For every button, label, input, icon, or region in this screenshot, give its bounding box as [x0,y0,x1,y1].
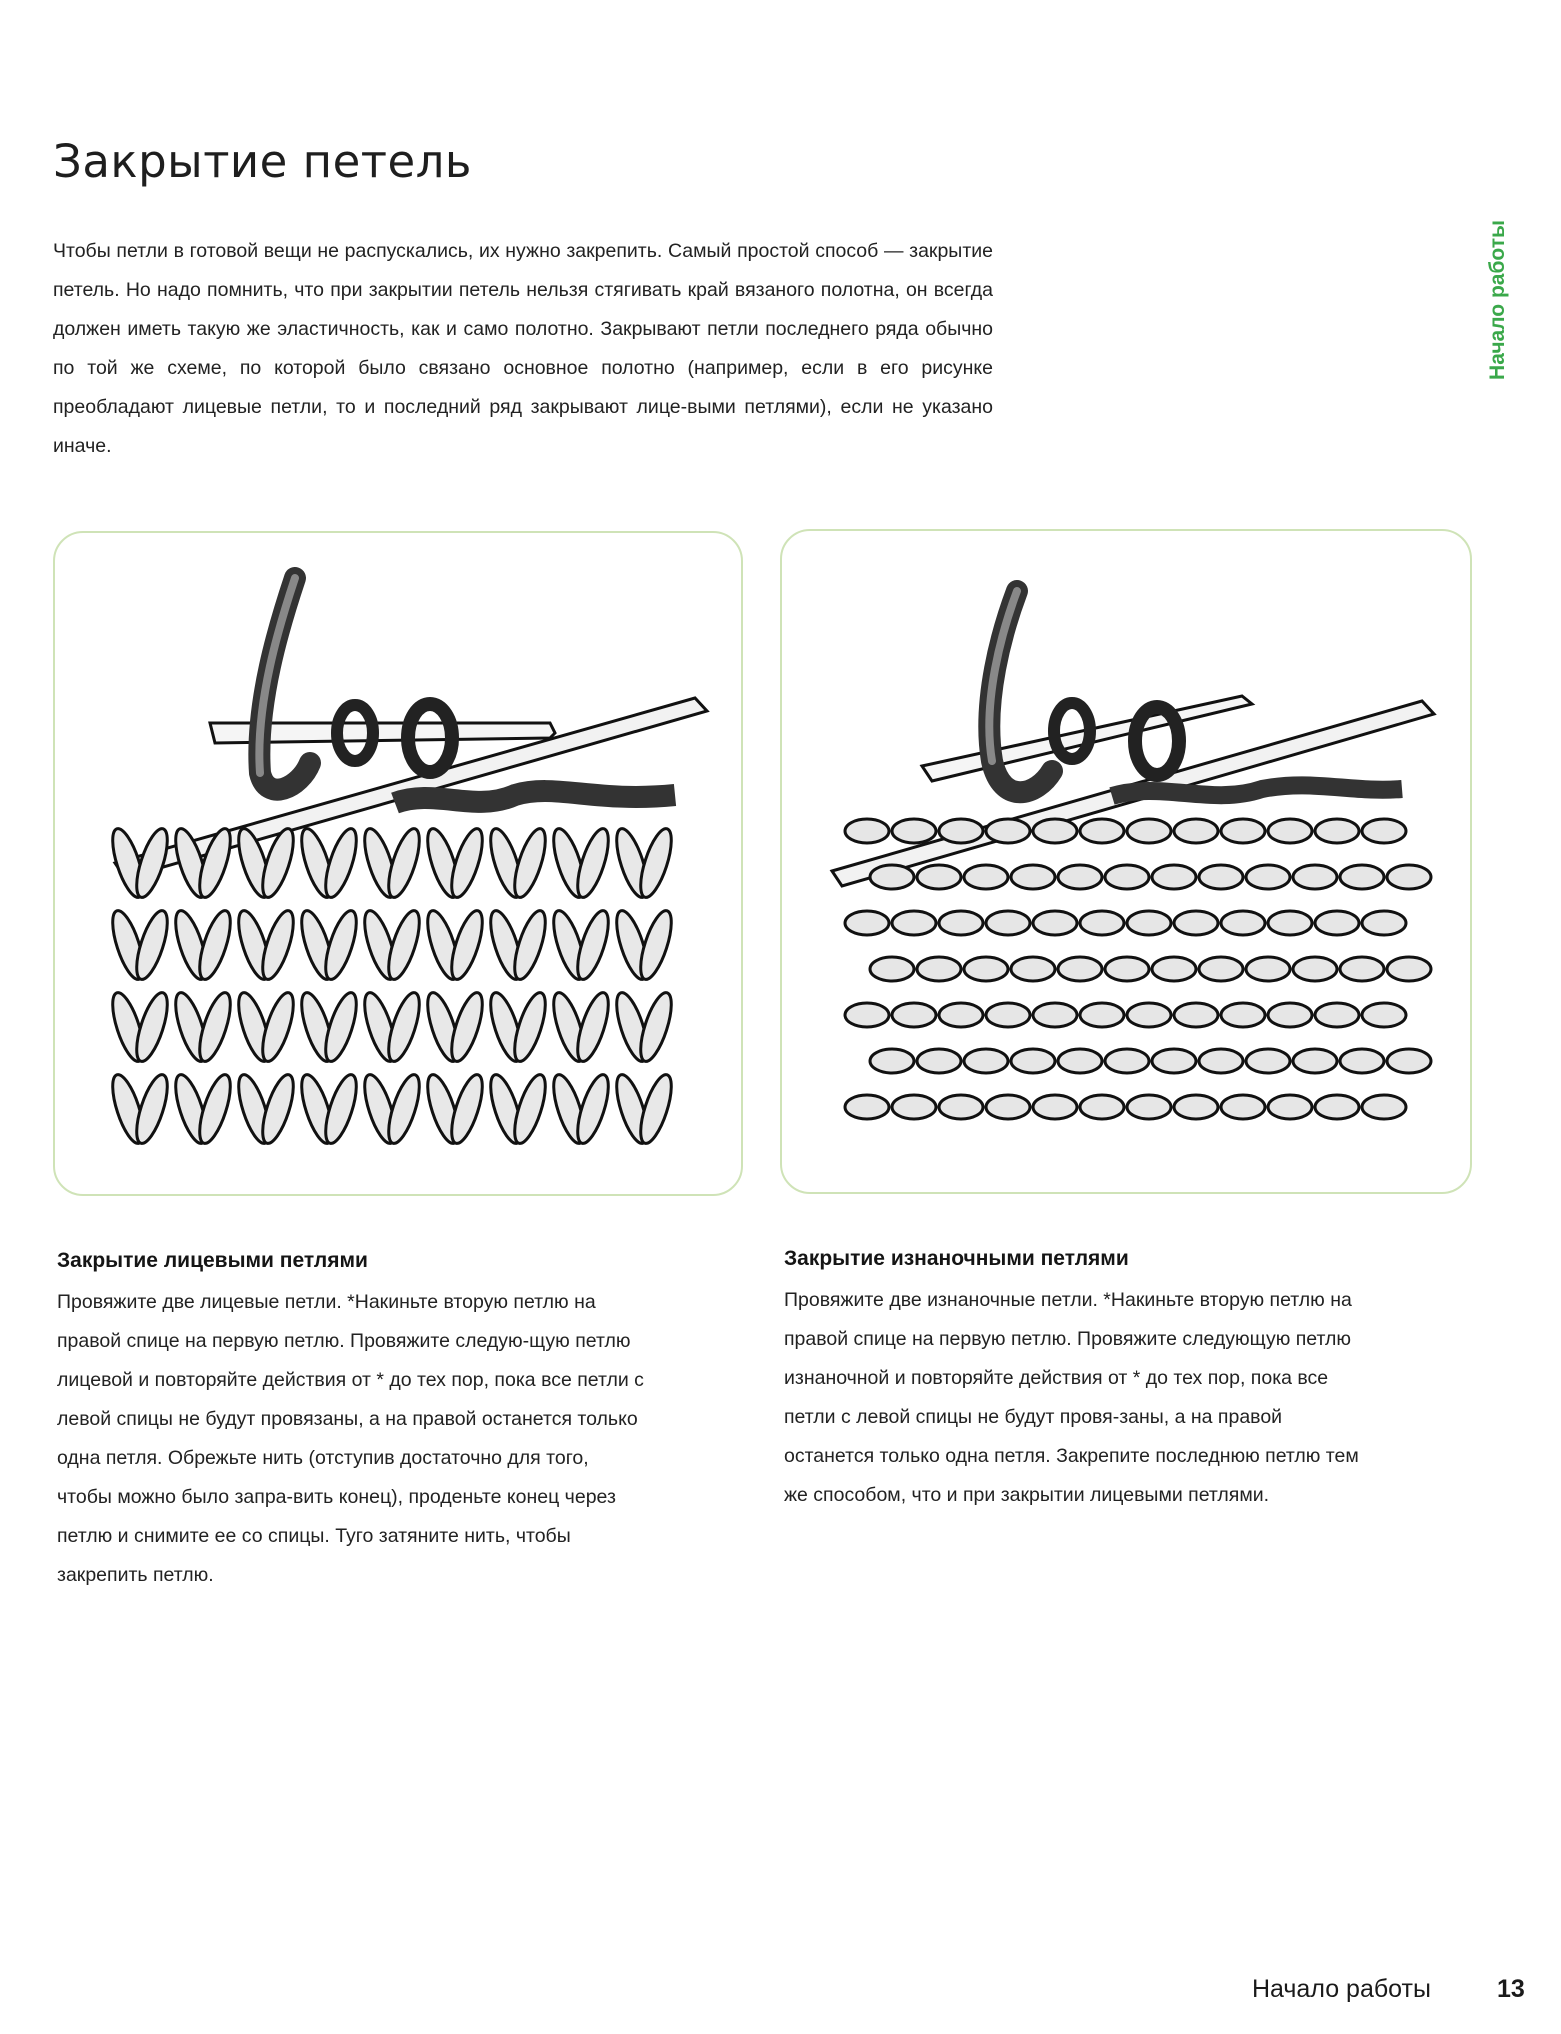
purl-bindoff-instructions: Провяжите две изнаночные петли. *Накиньте вторую петлю на правой спице на первую петлю. Провяжите следующую петлю изнаночной и повторяйте действия от * до тех пор, пока все петли с левой спицы не будут провя-заны, а на правой останется только одна петля. Закрепите последнюю петлю тем же способом, что и при закрытии лицевыми петлями. [784,1289,1359,1506]
page-number: 13 [1497,1975,1525,2003]
side-section-label: Начало работы [1486,220,1510,380]
intro-paragraph: Чтобы петли в готовой вещи не распускались, их нужно закрепить. Самый простой способ — закрытие петель. Но надо помнить, что при закрытии петель нельзя стягивать край вязаного полотна, он всегда должен иметь такую же эластичность, как и само полотно. Закрывают петли последнего ряда обычно по той же схеме, по которой было связано основное полотно (например, если в его рисунке преобладают лицевые петли, то и последний ряд закрывают лице-выми петлями), если не указано иначе. [53,240,993,457]
knit-bindoff-instructions: Провяжите две лицевые петли. *Накиньте вторую петлю на правой спице на первую петлю. Провяжите следую-щую петлю лицевой и повторяйте действия от * до тех пор, пока все петли с левой спицы не будут провязаны, а на правой останется только одна петля. Обрежьте нить (отступив достаточно для того, чтобы можно было запра-вить конец), проденьте конец через петлю и снимите ее со спицы. Туго затяните нить, чтобы закрепить петлю. [57,1291,644,1586]
knit-bindoff-drawing [55,533,741,1194]
page-title: Закрытие петель [53,135,472,188]
knit-bindoff-heading: Закрытие лицевыми петлями [57,1249,368,1272]
footer-section-name: Начало работы [1252,1975,1431,2003]
purl-bindoff-illustration [780,529,1472,1194]
purl-bindoff-heading: Закрытие изнаночными петлями [784,1247,1129,1270]
knit-bindoff-illustration [53,531,743,1196]
purl-bindoff-drawing [782,531,1470,1192]
side-section-tab [1478,205,1518,395]
